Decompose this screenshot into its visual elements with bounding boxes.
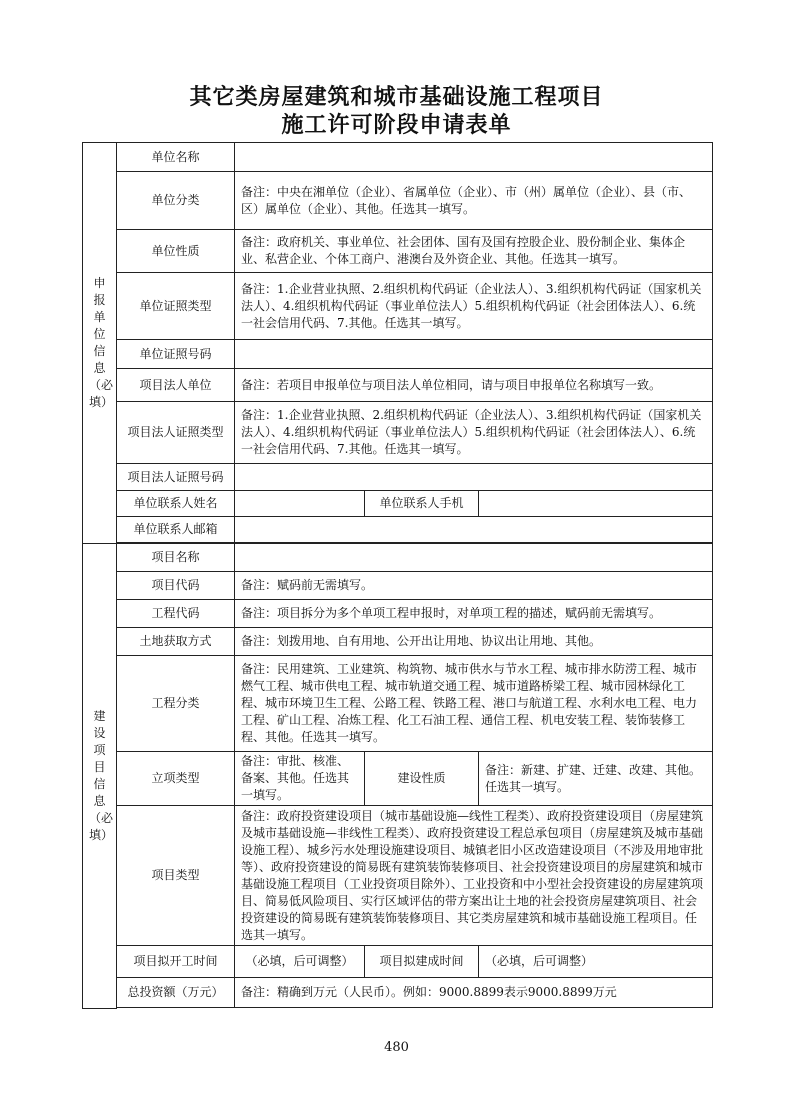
legal-cert-no-label: 项目法人证照号码	[117, 464, 235, 491]
finish-time-field[interactable]: （必填，后可调整）	[479, 946, 713, 978]
section-project-label: 建设项目信息（必填）	[83, 544, 117, 1009]
project-type-field[interactable]: 备注：政府投资建设项目（城市基础设施—线性工程类）、政府投资建设项目（房屋建筑及城市基础设施—非线性工程类）、政府投资建设工程总承包项目（房屋建筑及城市基础设施工程）、城乡污水处理设施建设项目、城镇老旧小区改造建设项目（不涉及用地审批等）、政府投资建设的简易既有建筑装饰装修项目、社会投资建设项目的房屋建筑和城市基础设施工程项目（工业投资项目除外）、工业投资和中小型社会投资建设的房屋建筑项目、简易低风险项目、实行区域评估的带方案出让土地的社会投资房屋建筑项目、社会投资建设的简易既有建筑装饰装修项目、其它类房屋建筑和城市基础设施工程项目。任选其一填写。	[235, 806, 713, 946]
engineering-code-label: 工程代码	[117, 600, 235, 628]
contact-name-label: 单位联系人姓名	[117, 491, 235, 517]
unit-name-label: 单位名称	[117, 143, 235, 172]
form-title: 其它类房屋建筑和城市基础设施工程项目	[189, 84, 604, 110]
legal-unit-label: 项目法人单位	[117, 369, 235, 402]
page-number: 480	[384, 1040, 409, 1055]
project-code-label: 项目代码	[117, 572, 235, 600]
project-code-field[interactable]: 备注：赋码前无需填写。	[235, 572, 713, 600]
start-time-field[interactable]: （必填，后可调整）	[235, 946, 365, 978]
start-time-label: 项目拟开工时间	[117, 946, 235, 978]
contact-phone-label: 单位联系人手机	[365, 491, 479, 517]
project-name-label: 项目名称	[117, 544, 235, 572]
contact-phone-field[interactable]	[479, 491, 713, 517]
land-method-label: 土地获取方式	[117, 628, 235, 656]
land-method-field[interactable]: 备注：划拨用地、自有用地、公开出让用地、协议出让用地、其他。	[235, 628, 713, 656]
unit-nature-field[interactable]: 备注：政府机关、事业单位、社会团体、国有及国有控股企业、股份制企业、集体企业、私营企业、个体工商户、港澳台及外资企业、其他。任选其一填写。	[235, 230, 713, 273]
build-nature-field[interactable]: 备注：新建、扩建、迁建、改建、其他。任选其一填写。	[479, 752, 713, 806]
approval-type-label: 立项类型	[117, 752, 235, 806]
approval-type-field[interactable]: 备注：审批、核准、备案、其他。任选其一填写。	[235, 752, 365, 806]
legal-cert-type-label: 项目法人证照类型	[117, 402, 235, 464]
cert-type-label: 单位证照类型	[117, 273, 235, 340]
contact-email-field[interactable]	[235, 517, 713, 543]
eng-class-field[interactable]: 备注：民用建筑、工业建筑、构筑物、城市供水与节水工程、城市排水防涝工程、城市燃气工程、城市供电工程、城市轨道交通工程、城市道路桥梁工程、城市园林绿化工程、城市环境卫生工程、公路工程、铁路工程、港口与航道工程、水利水电工程、电力工程、矿山工程、冶炼工程、化工石油工程、通信工程、机电安装工程、装饰装修工程、其他。任选其一填写。	[235, 656, 713, 752]
project-name-field[interactable]	[235, 544, 713, 572]
section-applicant-label: 申报单位信息（必填）	[83, 143, 117, 544]
contact-email-label: 单位联系人邮箱	[117, 517, 235, 543]
unit-class-label: 单位分类	[117, 172, 235, 230]
eng-class-label: 工程分类	[117, 656, 235, 752]
legal-cert-no-field[interactable]	[235, 464, 713, 491]
unit-class-field[interactable]: 备注：中央在湘单位（企业）、省属单位（企业）、市（州）属单位（企业）、县（市、区）属单位（企业）、其他。任选其一填写。	[235, 172, 713, 230]
project-type-label: 项目类型	[117, 806, 235, 946]
legal-cert-type-field[interactable]: 备注：1.企业营业执照、2.组织机构代码证（企业法人）、3.组织机构代码证（国家机关法人）、4.组织机构代码证（事业单位法人）5.组织机构代码证（社会团体法人）、6.统一社会信用代码、7.其他。任选其一填写。	[235, 402, 713, 464]
investment-label: 总投资额（万元）	[117, 978, 235, 1008]
finish-time-label: 项目拟建成时间	[365, 946, 479, 978]
engineering-code-field[interactable]: 备注：项目拆分为多个单项工程申报时，对单项工程的描述，赋码前无需填写。	[235, 600, 713, 628]
build-nature-label: 建设性质	[365, 752, 479, 806]
unit-name-field[interactable]	[235, 143, 713, 172]
contact-name-field[interactable]	[235, 491, 365, 517]
cert-type-field[interactable]: 备注：1.企业营业执照、2.组织机构代码证（企业法人）、3.组织机构代码证（国家机关法人）、4.组织机构代码证（事业单位法人）5.组织机构代码证（社会团体法人）、6.统一社会信用代码、7.其他。任选其一填写。	[235, 273, 713, 340]
form-subtitle: 施工许可阶段申请表单	[281, 112, 512, 138]
cert-no-label: 单位证照号码	[117, 340, 235, 369]
legal-unit-field[interactable]: 备注：若项目申报单位与项目法人单位相同，请与项目申报单位名称填写一致。	[235, 369, 713, 402]
application-form-table	[82, 142, 713, 1009]
unit-nature-label: 单位性质	[117, 230, 235, 273]
investment-field[interactable]: 备注：精确到万元（人民币）。例如：9000.8899表示9000.8899万元	[235, 978, 713, 1008]
cert-no-field[interactable]	[235, 340, 713, 369]
